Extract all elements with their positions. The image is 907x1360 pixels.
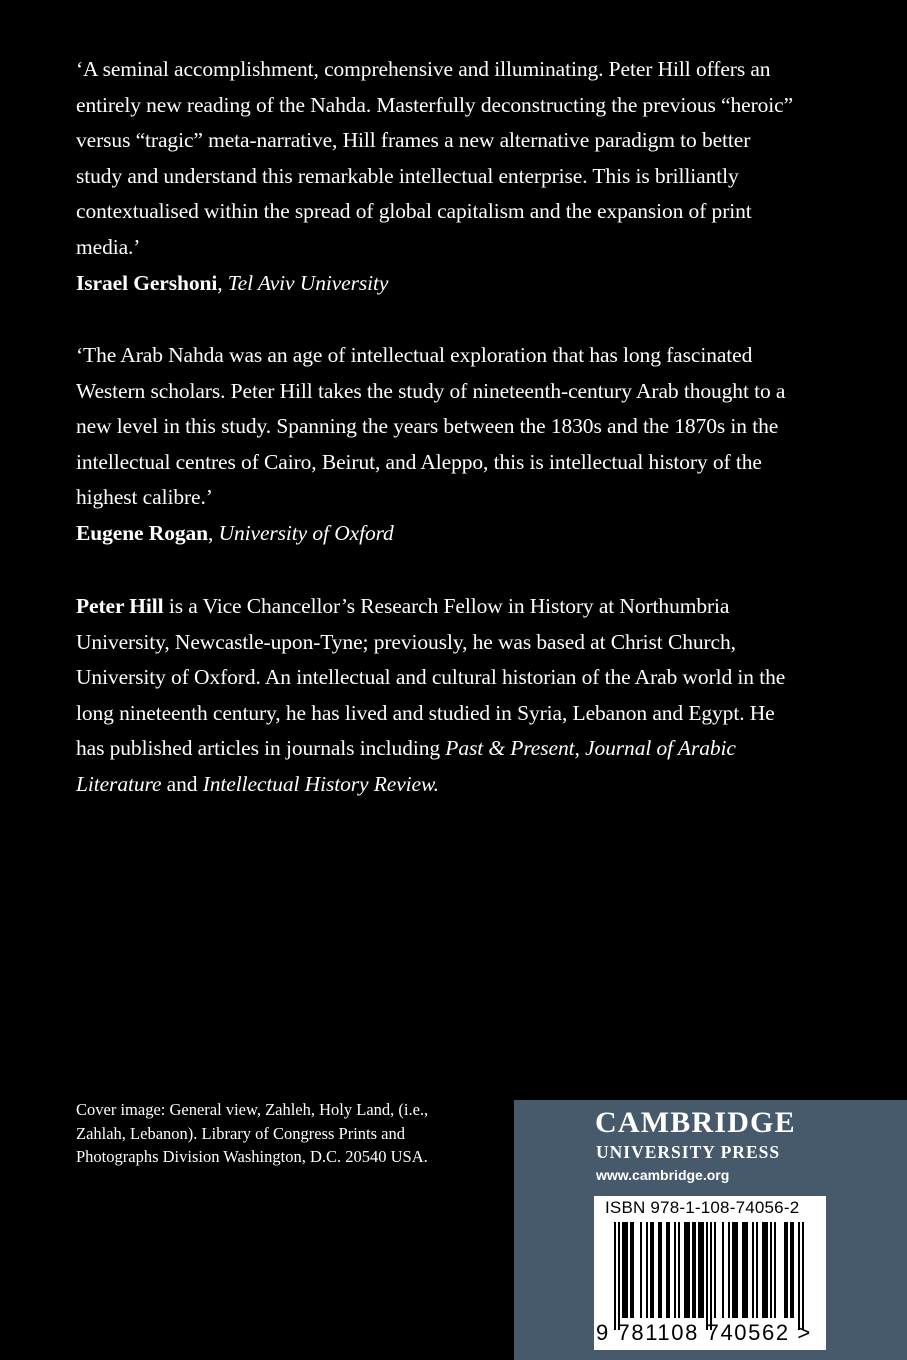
barcode-bar [736, 1222, 738, 1318]
barcode-bar [766, 1222, 768, 1318]
barcode-bar [770, 1222, 772, 1318]
barcode-bar [686, 1222, 688, 1318]
barcode-bar [728, 1222, 730, 1318]
barcode-bar [660, 1222, 662, 1318]
barcode-bar [714, 1222, 716, 1318]
barcode-bar [784, 1222, 786, 1318]
barcode-bar [742, 1222, 744, 1318]
barcode-bar [762, 1222, 764, 1318]
bio-separator-2: and [161, 771, 203, 796]
attribution-separator: , [208, 520, 219, 545]
barcode-bar [698, 1222, 700, 1318]
journal-title-3: Intellectual History Review. [202, 771, 439, 796]
journal-title-1: Past & Present [445, 736, 575, 761]
reviewer-name: Eugene Rogan [76, 520, 208, 545]
barcode-bar [626, 1222, 628, 1318]
barcode-bar [744, 1222, 746, 1318]
journal-title-2: Journal of Arabic Literature [76, 736, 736, 796]
barcode-bar [618, 1222, 620, 1330]
barcode-bar [802, 1222, 804, 1330]
barcode-bar [710, 1222, 712, 1330]
barcode-bar [650, 1222, 652, 1318]
barcode-bar [674, 1222, 676, 1318]
barcode-bar [692, 1222, 694, 1318]
bio-separator-1: , [574, 736, 586, 761]
barcode-bar [746, 1222, 748, 1318]
barcode-bar [722, 1222, 724, 1318]
barcode-digits: 9 781108 740562 > [596, 1320, 812, 1345]
author-name: Peter Hill [76, 594, 164, 618]
isbn-barcode [594, 1196, 826, 1350]
reviewer-name: Israel Gershoni [76, 270, 218, 295]
barcode-bar [700, 1222, 702, 1318]
barcode-bar [786, 1222, 788, 1318]
barcode-bar [688, 1222, 690, 1318]
barcode-bar [774, 1222, 776, 1318]
barcode-bar [764, 1222, 766, 1318]
publisher-url: www.cambridge.org [596, 1167, 730, 1183]
barcode-bar [790, 1222, 792, 1318]
review-quote-2 [76, 338, 796, 552]
barcode-bar [632, 1222, 634, 1318]
reviewer-institution: Tel Aviv University [227, 270, 389, 295]
reviewer-institution: University of Oxford [218, 520, 394, 545]
barcode-bar [658, 1222, 660, 1318]
barcode-bar [706, 1222, 708, 1330]
bio-text: is a Vice Chancellor’s Research Fellow in History at Northumbria University, Newcastle-upon-Tyne; previously, he was based at Christ Church, University of Oxford. An intellectual and cultural historian of the Arab world in the long nineteenth century, he has lived and studied in Syria, Lebanon and Egypt. He has published articles in journals including [76, 594, 786, 761]
barcode-bar [678, 1222, 680, 1318]
publisher-name: CAMBRIDGE [595, 1106, 796, 1139]
barcode-bar [798, 1222, 800, 1330]
barcode-bar [668, 1222, 670, 1318]
barcode-bar [734, 1222, 736, 1318]
barcode-bar [624, 1222, 626, 1318]
author-bio [76, 589, 796, 803]
cover-image-credit: Cover image: General view, Zahleh, Holy Land, (i.e., Zahlah, Lebanon). Library of Congress Prints and Photographs Division Washington, D.C. 20540 USA. [76, 1100, 429, 1166]
barcode-bar [694, 1222, 696, 1318]
barcode-bar [684, 1222, 686, 1318]
barcode-bar [614, 1222, 616, 1330]
barcode-bar [792, 1222, 794, 1318]
barcode-bar [666, 1222, 668, 1318]
barcode-bar [652, 1222, 654, 1318]
quote-text: ‘The Arab Nahda was an age of intellectual exploration that has long fascinated Western scholars. Peter Hill takes the study of nineteenth-century Arab thought to a new level in this study. Spanning the years between the 1830s and the 1870s in the intellectual centres of Cairo, Beirut, and Aleppo, this is intellectual history of the highest calibre.’ [76, 343, 786, 510]
barcode-bar [756, 1222, 758, 1318]
barcode-bar [732, 1222, 734, 1318]
quote-text: ‘A seminal accomplishment, comprehensive and illuminating. Peter Hill offers an entirely new reading of the Nahda. Masterfully deconstructing the previous “heroic” versus “tragic” meta-narrative, Hill frames a new alternative paradigm to better study and understand this remarkable intellectual enterprise. This is brilliantly contextualised within the spread of global capitalism and the expansion of print media.’ [76, 57, 794, 259]
barcode-bar [630, 1222, 632, 1318]
barcode-bar [702, 1222, 704, 1318]
barcode-bar [752, 1222, 754, 1318]
barcode-bar [640, 1222, 642, 1318]
publisher-subtitle: UNIVERSITY PRESS [596, 1142, 781, 1162]
review-quote-1 [76, 52, 796, 301]
attribution-separator: , [217, 270, 228, 295]
publisher-panel [514, 1100, 907, 1360]
barcode-bar [622, 1222, 624, 1318]
isbn-label: ISBN 978-1-108-74056-2 [605, 1198, 800, 1217]
barcode-bar [646, 1222, 648, 1318]
